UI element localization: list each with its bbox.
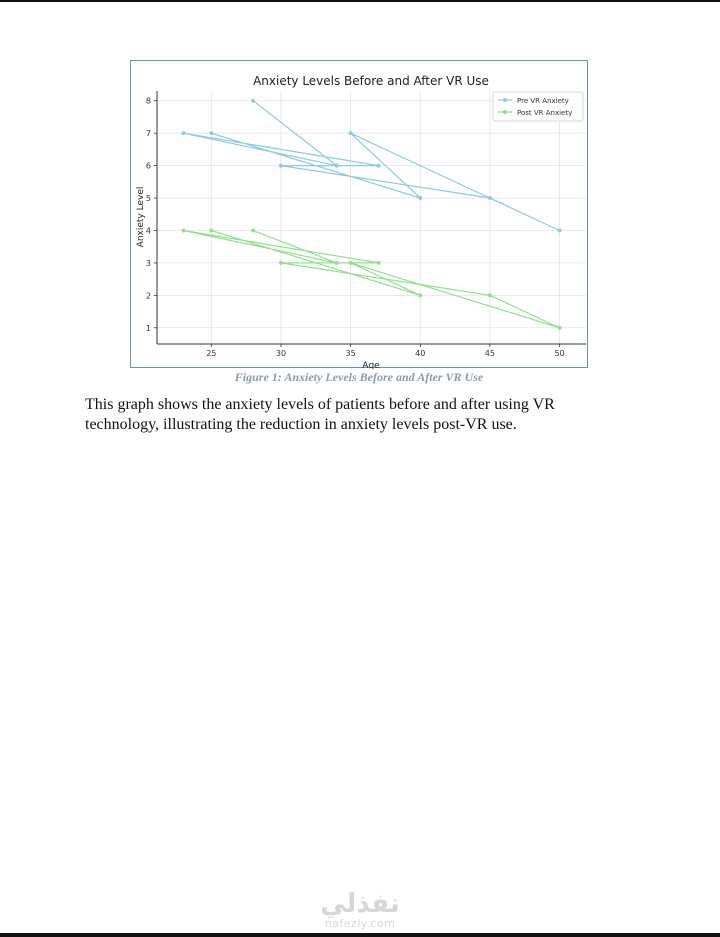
x-tick-label: 50 xyxy=(554,349,565,358)
page-bottom-border xyxy=(0,933,720,937)
data-point-pre-vr xyxy=(335,164,339,168)
data-point-pre-vr xyxy=(376,164,380,168)
series-line-post-vr xyxy=(184,231,560,328)
grid-lines xyxy=(157,91,586,344)
y-tick-label: 4 xyxy=(145,226,151,236)
description-paragraph: This graph shows the anxiety levels of patients before and after using VR technology, illustrating the reduction in anxiety levels post-VR use. xyxy=(85,396,555,433)
axes xyxy=(157,91,586,344)
y-tick-label: 3 xyxy=(145,258,151,268)
x-tick-label: 35 xyxy=(345,349,356,358)
chart-title: Anxiety Levels Before and After VR Use xyxy=(253,74,489,88)
page-top-border xyxy=(0,0,720,2)
x-tick-label: 40 xyxy=(415,349,426,358)
legend-pre-label: Pre VR Anxiety xyxy=(517,97,569,105)
data-point-pre-vr xyxy=(418,196,422,200)
y-tick-label: 7 xyxy=(145,129,151,139)
data-point-post-vr xyxy=(251,228,255,232)
y-axis-label: Anxiety Level xyxy=(136,186,146,248)
data-point-post-vr xyxy=(209,228,213,232)
data-point-post-vr xyxy=(181,228,185,232)
figure-caption: Figure 1: Anxiety Levels Before and After VR Use xyxy=(234,370,484,384)
data-point-post-vr xyxy=(279,261,283,265)
data-point-pre-vr xyxy=(251,99,255,103)
data-point-pre-vr xyxy=(488,196,492,200)
data-point-post-vr xyxy=(558,326,562,330)
data-point-pre-vr xyxy=(279,164,283,168)
data-point-pre-vr xyxy=(209,131,213,135)
legend-post-marker xyxy=(503,110,507,114)
data-point-post-vr xyxy=(488,293,492,297)
legend-pre-marker xyxy=(503,98,507,102)
y-tick-label: 6 xyxy=(145,161,151,171)
data-point-pre-vr xyxy=(558,228,562,232)
legend-post-label: Post VR Anxiety xyxy=(517,109,573,117)
data-point-post-vr xyxy=(349,261,353,265)
watermark-latin: nafezly.com xyxy=(324,917,396,930)
y-tick-label: 2 xyxy=(145,291,151,301)
line-chart xyxy=(131,61,589,369)
x-axis-label: Age xyxy=(362,361,380,369)
data-point-pre-vr xyxy=(181,131,185,135)
watermark-logo xyxy=(300,890,420,930)
chart-legend xyxy=(493,92,583,121)
watermark-arabic: نفذلي xyxy=(320,889,400,919)
x-tick-label: 25 xyxy=(206,349,217,358)
y-tick-label: 5 xyxy=(145,194,151,204)
data-point-post-vr xyxy=(376,261,380,265)
data-point-post-vr xyxy=(335,261,339,265)
chart-figure xyxy=(130,60,588,368)
x-tick-label: 30 xyxy=(275,349,287,358)
y-tick-label: 1 xyxy=(145,323,151,333)
y-tick-label: 8 xyxy=(145,96,151,106)
data-point-post-vr xyxy=(418,293,422,297)
x-tick-label: 45 xyxy=(484,349,495,358)
data-point-pre-vr xyxy=(349,131,353,135)
